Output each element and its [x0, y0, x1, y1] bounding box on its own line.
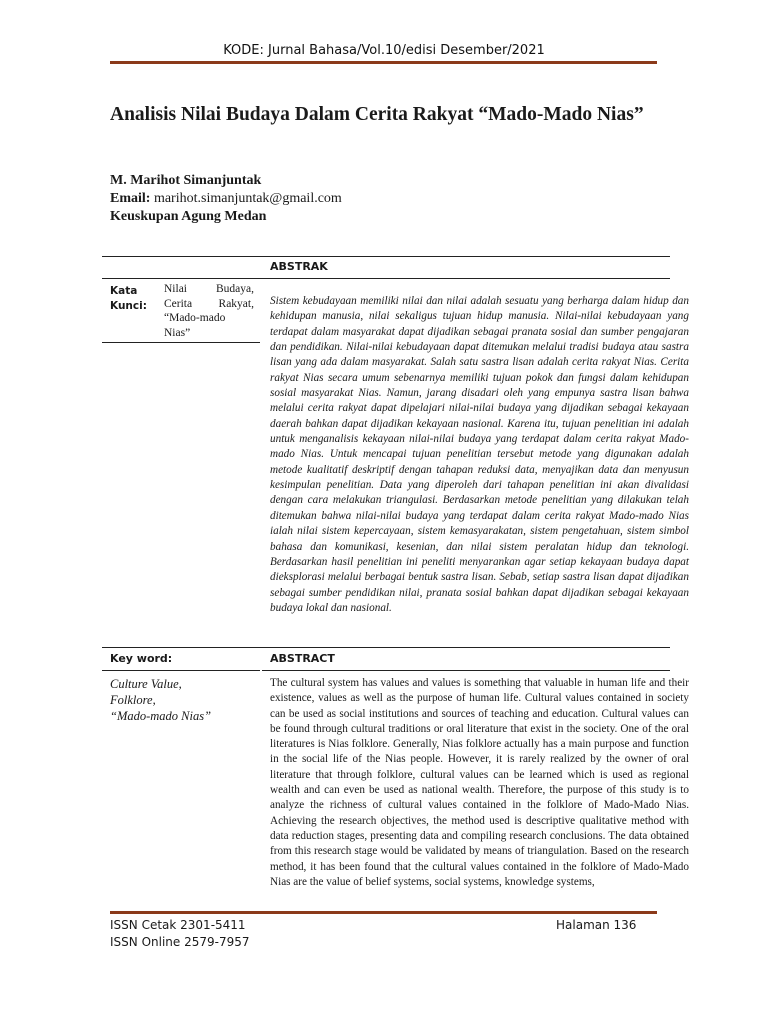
author-name: M. Marihot Simanjuntak	[110, 173, 262, 188]
key-word-item: Folklore,	[110, 693, 156, 707]
kata-kunci-values: Nilai Budaya, Cerita Rakyat, “Mado-mado Nias”	[164, 283, 254, 339]
abstract-top-rule	[102, 647, 670, 648]
abstract-heading: ABSTRACT	[270, 652, 335, 665]
abstract-heading-rule	[262, 670, 670, 671]
author-block	[110, 172, 342, 226]
key-word-rule	[102, 670, 260, 671]
email-label: Email:	[110, 191, 151, 206]
key-word-item: “Mado-mado Nias”	[110, 709, 212, 723]
abstrak-text: Sistem kebudayaan memiliki nilai dan nilai adalah sesuatu yang berharga dalam hidup dan kehidupan manusia, nilai sekaligus tujuan hidup manusia. Nilai-nilai kebudayaan yang terdapat dalam masyarakat dapat dijadikan sebagai pranata sosial dan sumber pengajaran dan pendidikan. Nilai-nilai kebudayaan dapat ditemukan melalui tradisi budaya atau sastra lisan yang ada dalam masyarakat. Salah satu sastra lisan adalah cerita rakyat Nias. Cerita rakyat Nias secara umum sebenarnya memiliki tujuan pokok dan fungsi dalam kehidupan sosial masyarakat Nias. Namun, jarang disadari oleh yang empunya sastra lisan bahwa melalui cerita rakyat dapat dipelajari nilai-nilai budaya yang dijadikan sebagai kekayaan daerah bahkan dapat dijadikan kekayaan nasional. Karena itu, tujuan penelitian ini adalah untuk menganalisis kekayaan nilai-nilai budaya yang terdapat dalam cerita rakyat Mado-mado Nias. Untuk mencapai tujuan penelitian tersebut metode yang digunakan adalah metode kualitatif deskriptif dengan tahapan reduksi data, menyajikan data dan menyusun kesimpulan penelitian. Data yang diperoleh dari tahapan penelitian ini akan divalidasi dengan cara melakukan triangulasi. Berdasarkan metode penelitian yang dilakukan telah ditemukan bahwa nilai-nilai budaya yang terdapat dalam cerita rakyat Mado-mado Nias ialah nilai sistem kepercayaan, sistem kemasyarakatan, sistem pengetahuan, sistem simbol bahasa dan komunikasi, kesenian, dan nilai sistem peralatan hidup dan teknologi. Berdasarkan hasil penelitian ini peneliti menyarankan agar setiap kekayaan budaya dapat dieksplorasi melalui berbagai bentuk sastra lisan. Sebab, setiap sastra lisan dapat dijadikan sebagai sumber pendidikan nilai, pranata sosial bahkan dapat dijadikan sebagai kekayaan budaya lokal dan nasional.	[270, 295, 689, 614]
issn-print: ISSN Cetak 2301-5411	[110, 918, 246, 932]
footer-rule	[110, 911, 657, 914]
issn-online: ISSN Online 2579-7957	[110, 935, 250, 949]
page-number: Halaman 136	[556, 918, 637, 932]
journal-header: KODE: Jurnal Bahasa/Vol.10/edisi Desember/2021	[223, 43, 545, 58]
header-rule	[110, 61, 657, 64]
abstrak-top-rule	[102, 256, 670, 257]
issn-block	[110, 917, 250, 951]
author-affiliation: Keuskupan Agung Medan	[110, 209, 267, 224]
abstrak-heading: ABSTRAK	[270, 260, 328, 273]
abstract-text: The cultural system has values and values is something that valuable in human life and their existence, values as well as the purpose of human life. Cultural values contained in society can be used as social institutions and sources of teaching and education. Cultural values can be found through cultural traditions or oral literature that exist in the society. One of the oral literatures is Nias folklore. Generally, Nias folklore actually has a main purpose and function in the social life of the Nias people. However, it is rarely realized by the owner of oral literature that through folklore, cultural values can be learned which is used as regional wealth and can even be used as national wealth. Therefore, the purpose of this study is to analyze the richness of cultural values contained in the folklore of Mado-Mado Nias. Achieving the research objectives, the method used is descriptive qualitative method with data reduction stages, presenting data and compiling research conclusions. The data obtained from this research stage would be validated by means of triangulation. Based on the research method, it has been found that the cultural values contained in the folklore of Mado-Mado Nias are the value of belief systems, social systems, knowledge systems,	[270, 677, 689, 888]
author-email[interactable]: marihot.simanjuntak@gmail.com	[153, 191, 342, 206]
key-word-values	[110, 676, 260, 724]
kata-kunci-rule	[102, 342, 260, 343]
key-word-label: Key word:	[110, 652, 173, 665]
article-title: Analisis Nilai Budaya Dalam Cerita Rakyat “Mado-Mado Nias”	[110, 104, 644, 125]
key-word-item: Culture Value,	[110, 677, 182, 691]
kata-kunci-label: Kata Kunci:	[110, 285, 147, 312]
abstrak-heading-rule	[102, 278, 670, 279]
